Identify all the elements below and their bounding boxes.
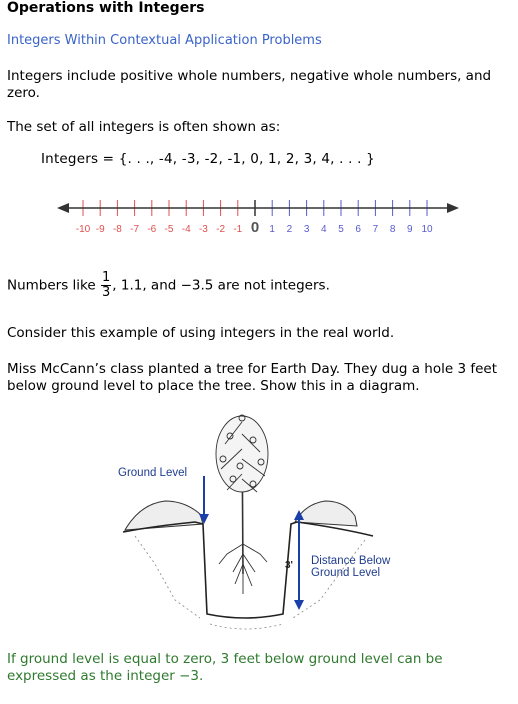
- integers-set-intro: The set of all integers is often shown as:: [7, 119, 281, 135]
- number-line-label: -8: [112, 224, 122, 235]
- section-subtitle: Integers Within Contextual Application Problems: [7, 33, 322, 48]
- number-line-label: 5: [338, 224, 344, 235]
- number-line-right-arrow: [447, 203, 459, 213]
- number-line-label: 7: [372, 224, 379, 235]
- integers-definition: Integers include positive whole numbers, negative whole numbers, and zero.: [7, 68, 492, 101]
- number-line-label: -1: [233, 224, 243, 235]
- number-line-label: -6: [147, 224, 157, 235]
- soil-shading-right: [293, 540, 365, 618]
- soil-shading-left: [135, 536, 200, 618]
- fraction-numerator: 1: [102, 270, 111, 285]
- distance-below-label-line1: Distance Below: [311, 555, 391, 567]
- tree-hole-diagram: [115, 404, 405, 636]
- number-line-label: 8: [389, 224, 396, 235]
- distance-below-label-line2: Ground Level: [311, 567, 381, 579]
- tree-canopy: [216, 415, 268, 492]
- tree-problem: Miss McCann’s class planted a tree for Earth Day. They dug a hole 3 feet below ground level to place the tree. Show this in a diagram.: [7, 361, 497, 394]
- ground-level-label: Ground Level: [118, 467, 188, 479]
- conclusion-text: If ground level is equal to zero, 3 feet below ground level can be expressed as the integer −3.: [7, 651, 443, 684]
- fraction-one-third: [101, 271, 111, 300]
- soil-shading-bottom: [210, 624, 283, 629]
- number-line-label: 1: [269, 224, 275, 235]
- number-line-labels: [76, 219, 433, 236]
- number-line-label: 6: [355, 224, 361, 235]
- depth-arrowhead-bottom: [294, 600, 304, 610]
- number-line-label: -5: [164, 224, 174, 235]
- number-line-label: 10: [421, 224, 433, 235]
- number-line-label: -4: [181, 224, 191, 235]
- number-line-label: -2: [216, 224, 226, 235]
- number-line-label: 2: [286, 224, 293, 235]
- number-line-label: 9: [407, 224, 413, 235]
- number-line-label: -9: [95, 224, 105, 235]
- number-line-left-arrow: [57, 203, 69, 213]
- non-integers-prefix: Numbers like: [7, 277, 96, 294]
- page-title: Operations with Integers: [7, 0, 205, 16]
- number-line-label: -7: [130, 224, 140, 235]
- real-world-intro: Consider this example of using integers in the real world.: [7, 325, 395, 341]
- depth-value-label: 3': [285, 560, 293, 571]
- number-line-label: 0: [250, 219, 260, 236]
- number-line-label: -10: [75, 224, 91, 235]
- non-integers-suffix: , 1.1, and −3.5 are not integers.: [112, 277, 330, 294]
- integer-set-notation: Integers = {. . ., -4, -3, -2, -1, 0, 1, 2, 3, 4, . . . }: [41, 151, 375, 167]
- fraction-denominator: 3: [102, 285, 111, 300]
- number-line-label: -3: [198, 224, 208, 235]
- number-line-label: 3: [303, 224, 310, 235]
- non-integers-sentence: [7, 271, 330, 315]
- number-line-label: 4: [321, 224, 327, 235]
- number-line: [55, 194, 467, 238]
